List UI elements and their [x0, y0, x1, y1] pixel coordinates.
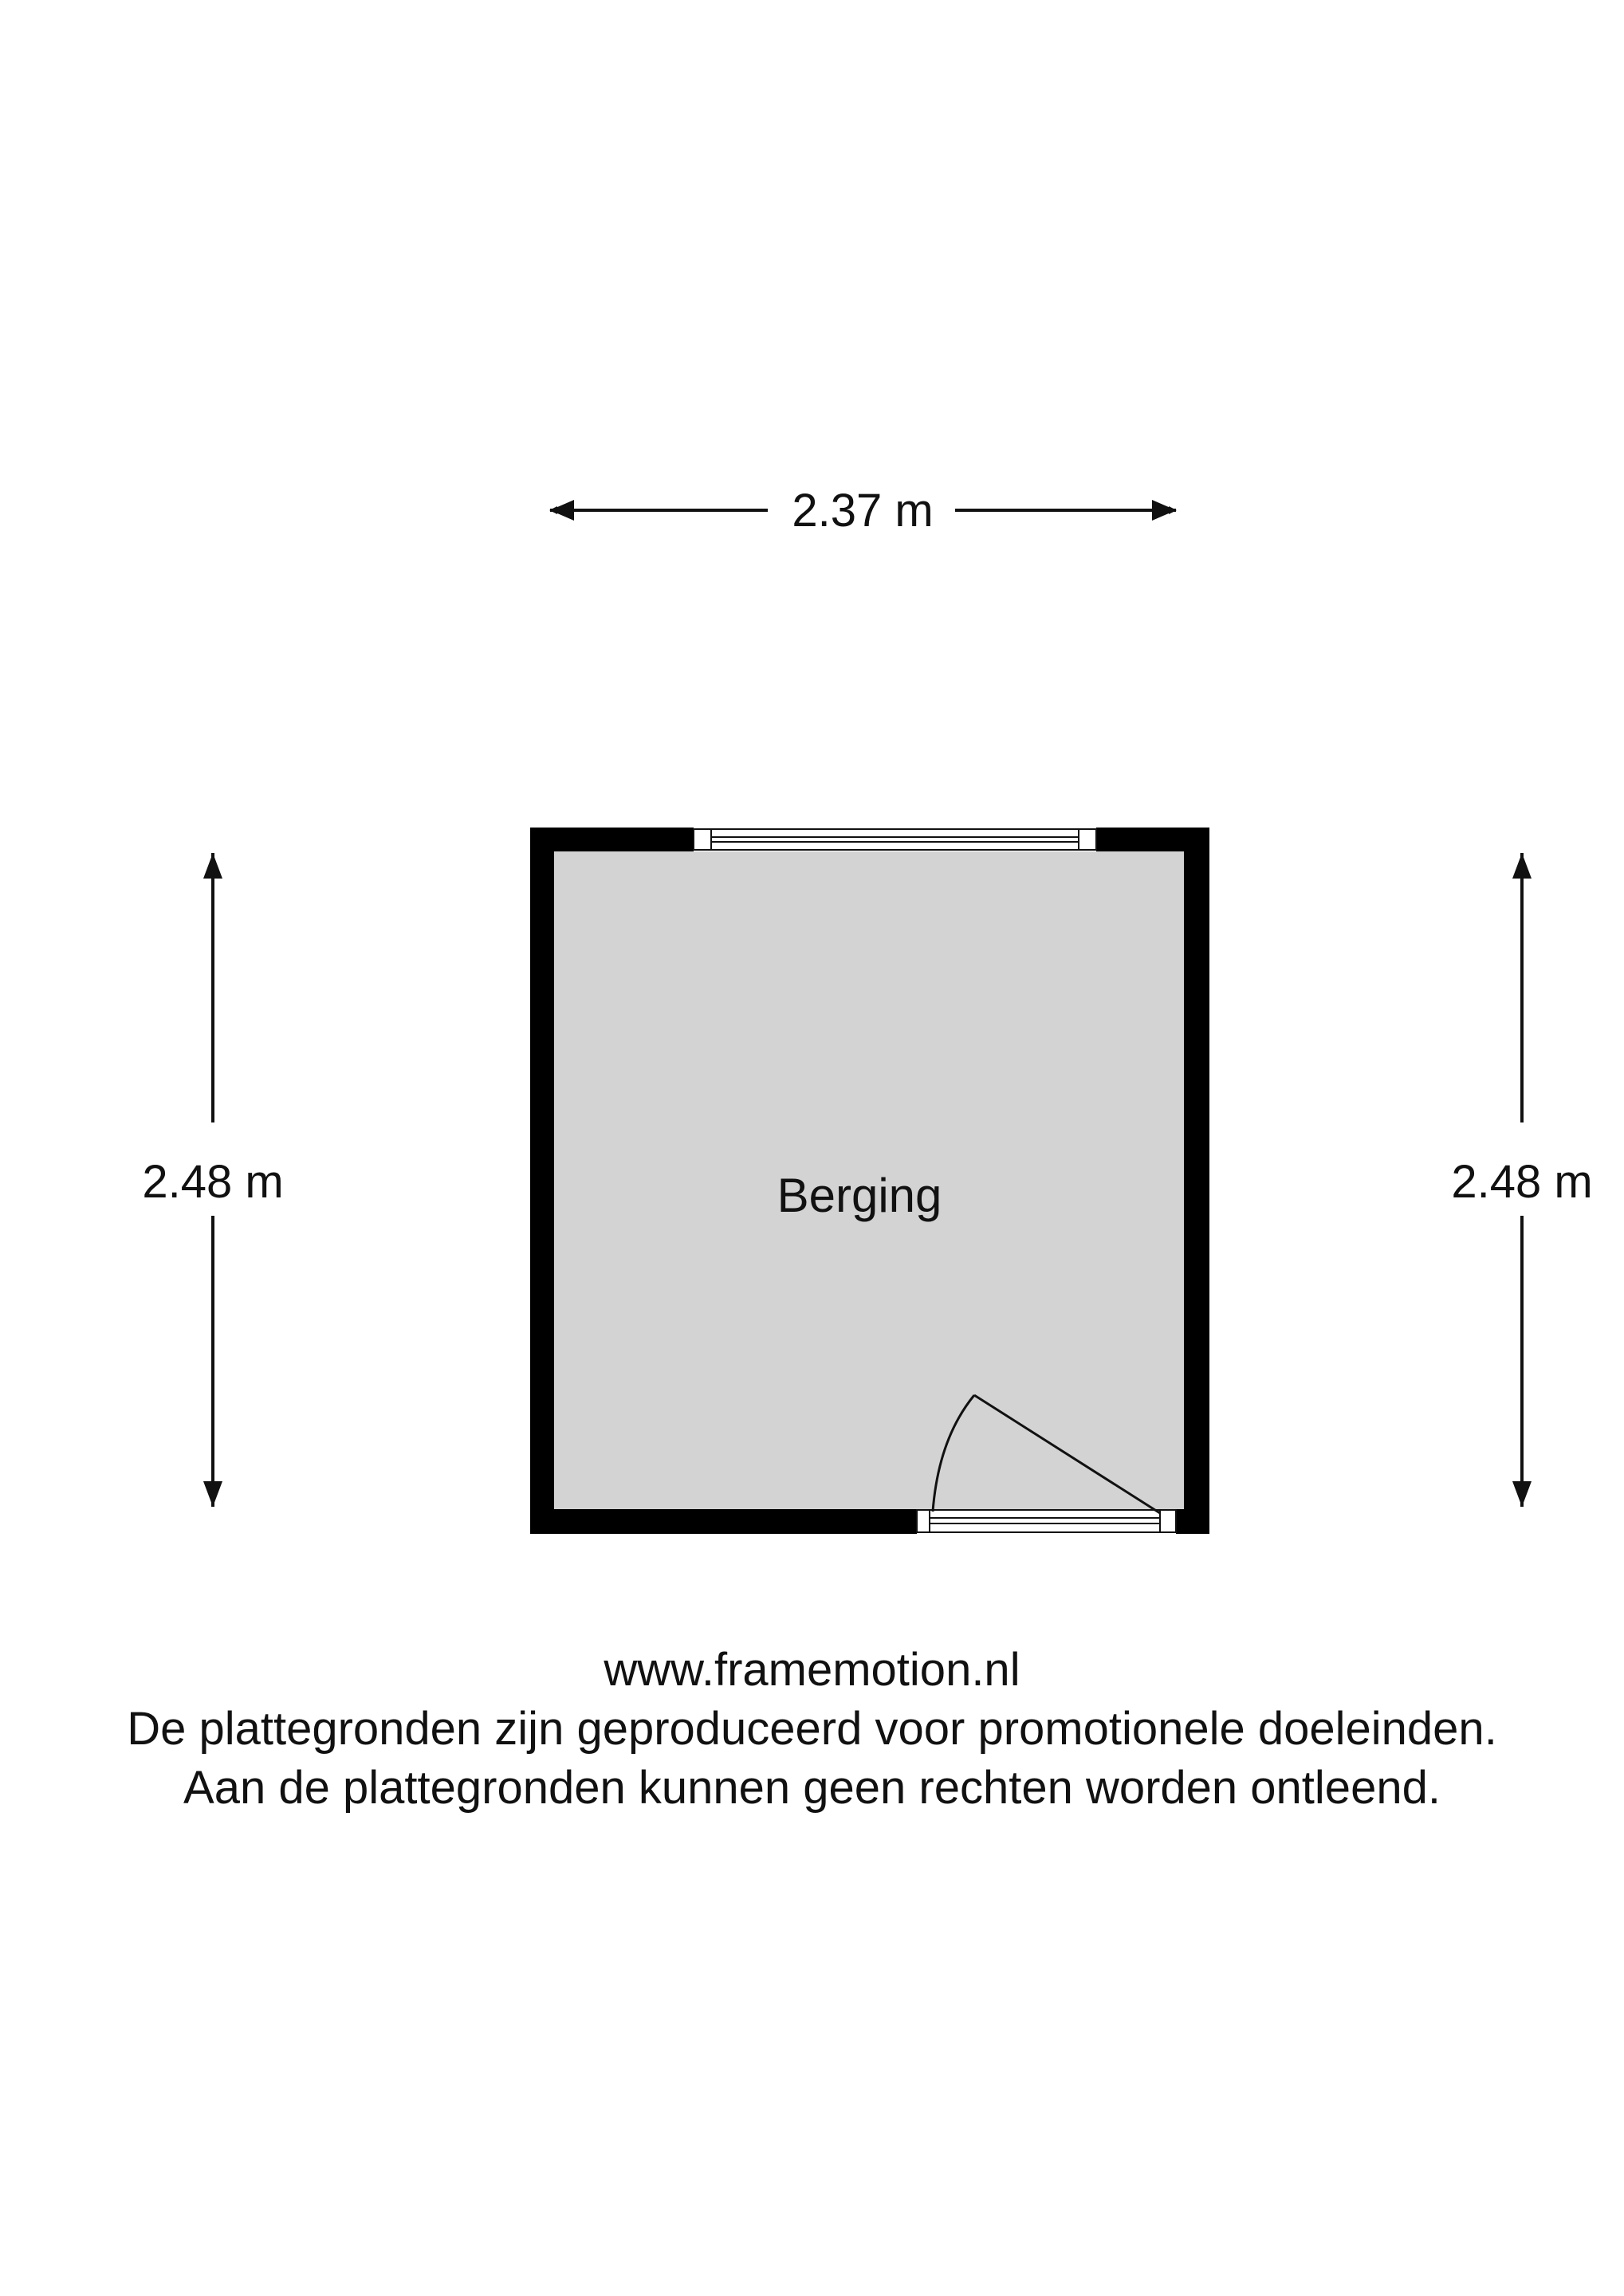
wall-top-right: [1096, 828, 1209, 851]
footer: [0, 1641, 1624, 1818]
height-dimension-right: [1451, 853, 1592, 1507]
wall-bottom-right: [1176, 1509, 1209, 1534]
disclaimer-line-1: De plattegronden zijn geproduceerd voor promotionele doeleinden.: [127, 1703, 1497, 1755]
height-left-label: 2.48 m: [142, 1156, 284, 1208]
width-dimension: [550, 485, 1176, 537]
wall-bottom-left: [530, 1509, 917, 1534]
website-link[interactable]: www.framemotion.nl: [604, 1644, 1020, 1696]
wall-left: [530, 828, 554, 1534]
wall-right: [1184, 828, 1209, 1534]
wall-top-left: [530, 828, 694, 851]
window-top: [694, 829, 1096, 850]
height-right-label: 2.48 m: [1451, 1156, 1593, 1208]
disclaimer-line-2: Aan de plattegronden kunnen geen rechten worden ontleend.: [183, 1762, 1441, 1814]
height-dimension-left: [142, 853, 283, 1507]
width-label: 2.37 m: [792, 485, 934, 537]
room-label: Berging: [777, 1169, 942, 1222]
